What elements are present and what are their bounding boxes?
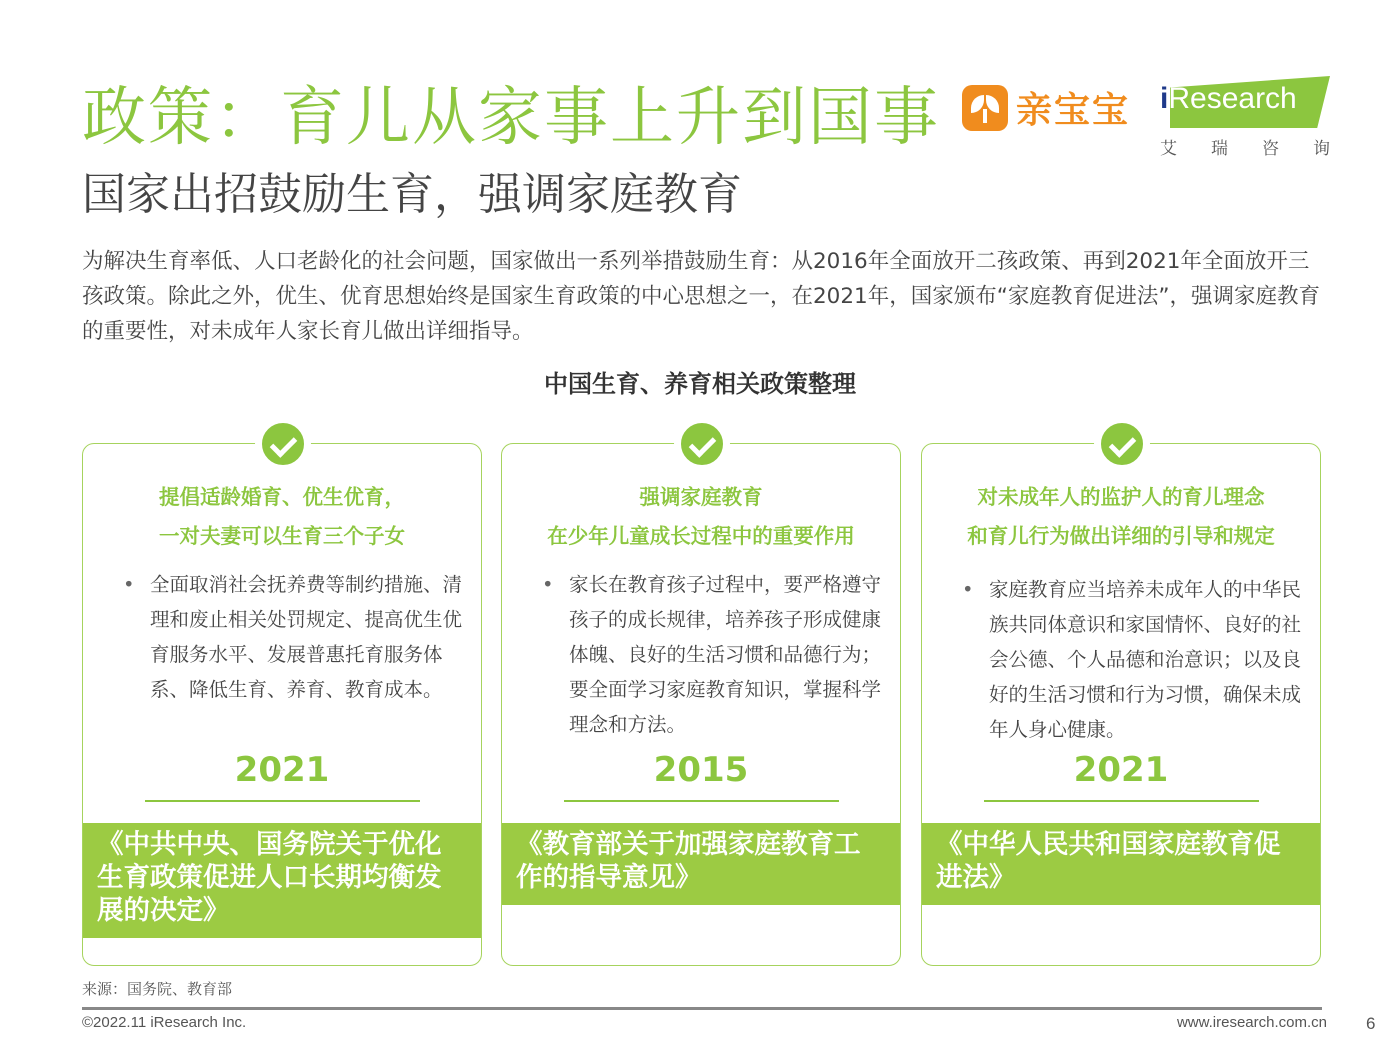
- card-document-title: 《教育部关于加强家庭教育工作的指导意见》: [502, 823, 900, 905]
- card-year: 2021: [234, 750, 330, 790]
- page-number: 6: [1366, 1014, 1376, 1033]
- year-divider: [145, 800, 420, 802]
- card-bullet-text: • 家庭教育应当培养未成年人的中华民族共同体意识和家国情怀、良好的社会公德、个人品德和治意识；以及良好的生活习惯和行为习惯，确保未成年人身心健康。: [962, 572, 1302, 747]
- intro-paragraph: 为解决生育率低、人口老龄化的社会问题，国家做出一系列举措鼓励生育：从2016年全面放开二孩政策、再到2021年全面放开三孩政策。除此之外，优生、优育思想始终是国家生育政策的中心思想之一，在2021年，国家颁布“家庭教育促进法”，强调家庭教育的重要性，对未成年人家长育儿做出详细指导。: [82, 249, 1320, 344]
- card-heading: 对未成年人的监护人的育儿理念 和育儿行为做出详细的引导和规定: [967, 485, 1275, 548]
- iresearch-logo: [1160, 74, 1330, 160]
- iresearch-logo-text: iResearch: [1160, 82, 1297, 115]
- card-year: 2015: [653, 750, 749, 790]
- card-heading: 提倡适龄婚育、优生优育， 一对夫妻可以生育三个子女: [159, 485, 405, 548]
- footer-divider: [82, 1007, 1322, 1010]
- card-document-title: 《中共中央、国务院关于优化生育政策促进人口长期均衡发展的决定》: [83, 823, 481, 938]
- policy-card-1: [82, 443, 482, 966]
- card-bullet-text: • 家长在教育孩子过程中，要严格遵守孩子的成长规律，培养孩子形成健康体魄、良好的生活习惯和品德行为；要全面学习家庭教育知识，掌握科学理念和方法。: [542, 567, 882, 742]
- section-heading: 中国生育、养育相关政策整理: [544, 370, 856, 398]
- copyright: ©2022.11 iResearch Inc.: [82, 1014, 247, 1031]
- website-link[interactable]: www.iresearch.com.cn: [1176, 1014, 1327, 1031]
- source-note: 来源：国务院、教育部: [82, 980, 233, 998]
- check-icon: [1096, 418, 1148, 470]
- qinbaobao-logo: [962, 82, 1130, 133]
- page-title: 政策：育儿从家事上升到国事: [82, 81, 940, 155]
- card-bullet-text: • 全面取消社会抚养费等制约措施、清理和废止相关处罚规定、提高优生优育服务水平、发展普惠托育服务体系、降低生育、养育、教育成本。: [123, 567, 463, 707]
- check-icon: [676, 418, 728, 470]
- year-divider: [564, 800, 839, 802]
- iresearch-logo-subtitle: 艾 瑞 咨 询: [1160, 139, 1330, 159]
- qinbaobao-logo-text: 亲宝宝: [1016, 90, 1131, 131]
- policy-card-3: [921, 443, 1321, 966]
- card-year: 2021: [1073, 750, 1169, 790]
- check-icon: [257, 418, 309, 470]
- card-document-title: 《中华人民共和国家庭教育促进法》: [922, 823, 1320, 905]
- policy-card-2: [501, 443, 901, 966]
- year-divider: [984, 800, 1259, 802]
- card-heading: 强调家庭教育 在少年儿童成长过程中的重要作用: [547, 485, 855, 548]
- sprout-icon: [962, 85, 1008, 131]
- page-subtitle: 国家出招鼓励生育，强调家庭教育: [82, 169, 742, 220]
